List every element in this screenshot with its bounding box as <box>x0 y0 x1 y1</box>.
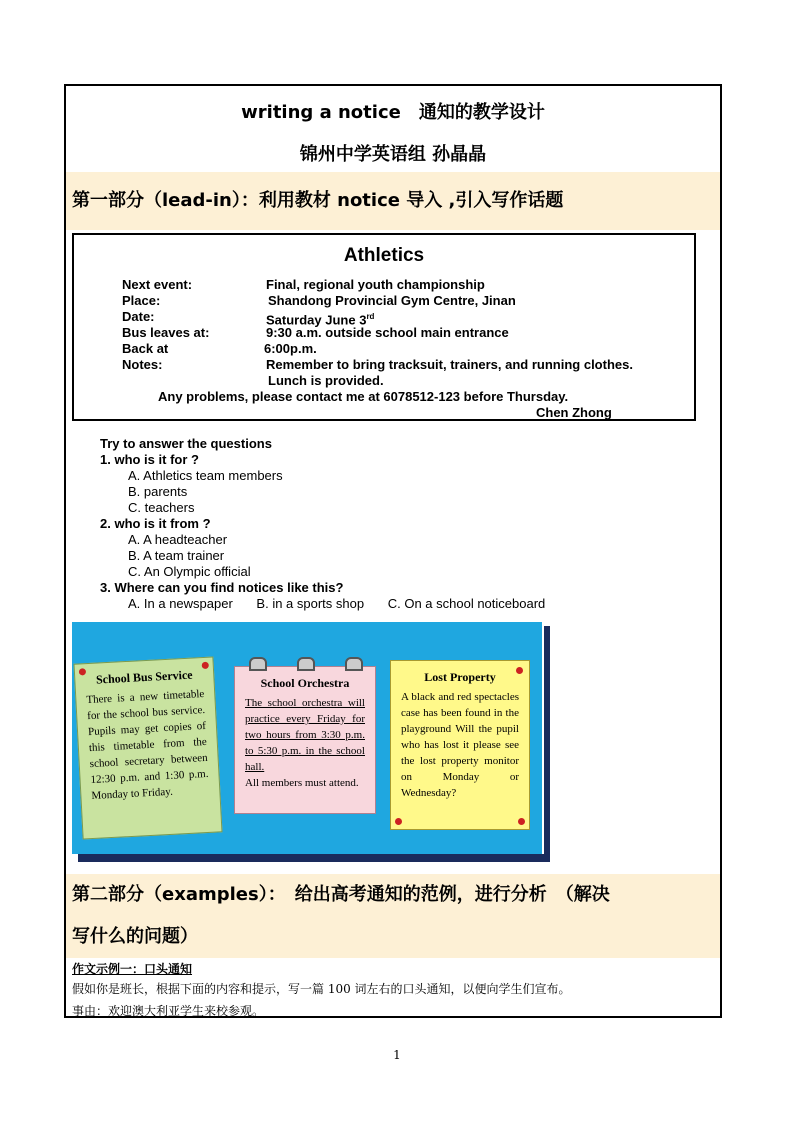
row-label: Back at <box>122 341 169 356</box>
row-value: 6:00p.m. <box>264 341 317 356</box>
note-text-underlined: The school orchestra will practice every Friday for two hours from 3:30 p.m. to 5:30 p.m. in the school hall. <box>245 697 365 773</box>
note-title: School Bus Service <box>95 667 193 687</box>
row-label: Bus leaves at: <box>122 325 210 340</box>
athletics-notice <box>72 233 696 421</box>
date-text: Saturday June 3 <box>266 312 367 328</box>
document-subtitle: 锦州中学英语组 孙晶晶 <box>299 144 487 165</box>
part2-heading-line1: 第二部分（examples）： 给出高考通知的范例，进行分析 （解决 <box>72 884 610 905</box>
pin-icon <box>518 818 525 825</box>
option: C. On a school noticeboard <box>387 596 546 611</box>
page-frame <box>64 84 722 1018</box>
example-reason: 事由：欢迎澳大利亚学生来校参观。 <box>72 1004 265 1018</box>
row-value: 9:30 a.m. outside school main entrance <box>266 325 509 340</box>
signature: Chen Zhong <box>536 405 612 420</box>
row-label: Next event: <box>122 277 193 292</box>
board-shadow-bottom <box>78 854 550 862</box>
notes-continuation: Lunch is provided. <box>268 373 384 388</box>
pin-icon <box>395 818 402 825</box>
option: B. in a sports shop <box>256 596 365 611</box>
page-number: 1 <box>393 1048 401 1062</box>
question-3: 3. Where can you find notices like this? <box>100 580 344 595</box>
part2-heading <box>66 874 720 958</box>
note-text: A black and red spectacles case has been found in the playground Will the pupil who has lost it please see the lost property monitor on Monday or Wednesday? <box>401 691 519 799</box>
clip-icon <box>249 657 267 671</box>
part1-heading: 第一部分（lead-in）：利用教材 notice 导入 ,引入写作话题 <box>66 172 720 230</box>
row-label: Place: <box>122 293 161 308</box>
example-title: 作文示例一：口头通知 <box>72 962 193 976</box>
row-value: Final, regional youth championship <box>266 277 485 292</box>
note-title: Lost Property <box>424 670 496 684</box>
option: C. teachers <box>128 500 195 515</box>
pin-icon <box>202 662 209 669</box>
option: A. A headteacher <box>128 532 228 547</box>
note-text: There is a new timetable for the school bus service. Pupils may get copies of this timetable from the school secretary between 12:30 p.m. and 1:30 p.m. Monday to Friday. <box>86 687 209 803</box>
orchestra-note <box>234 666 376 814</box>
board-shadow-right <box>544 626 550 862</box>
contact-line: Any problems, please contact me at 6078512-123 before Thursday. <box>158 389 569 404</box>
question-1: 1. who is it for ? <box>100 452 199 467</box>
athletics-title: Athletics <box>343 245 425 266</box>
question-3-options <box>100 596 565 612</box>
clip-icon <box>297 657 315 671</box>
row-label: Date: <box>122 309 155 324</box>
lost-property-note <box>390 660 530 830</box>
clip-icon <box>345 657 363 671</box>
option: A. In a newspaper <box>128 596 233 611</box>
part2-heading-line2: 写什么的问题） <box>72 926 198 947</box>
document-title: writing a notice 通知的教学设计 <box>241 102 545 123</box>
example-instruction: 假如你是班长，根据下面的内容和提示，写一篇 100 词左右的口头通知，以便向学生们宣布。 <box>72 982 571 996</box>
pin-icon <box>516 667 523 674</box>
bus-service-note <box>73 656 222 839</box>
questions-block <box>100 436 565 612</box>
option: B. A team trainer <box>128 548 225 563</box>
option: A. Athletics team members <box>128 468 283 483</box>
row-value: Remember to bring tracksuit, trainers, and running clothes. <box>266 357 633 372</box>
question-2: 2. who is it from ? <box>100 516 211 531</box>
option: C. An Olympic official <box>128 564 251 579</box>
note-text: All members must attend. <box>245 777 359 789</box>
option: B. parents <box>128 484 188 499</box>
row-label: Notes: <box>122 357 163 372</box>
row-value: Shandong Provincial Gym Centre, Jinan <box>268 293 516 308</box>
date-suffix: rd <box>366 312 375 321</box>
questions-intro: Try to answer the questions <box>100 436 272 451</box>
note-title: School Orchestra <box>260 676 350 690</box>
